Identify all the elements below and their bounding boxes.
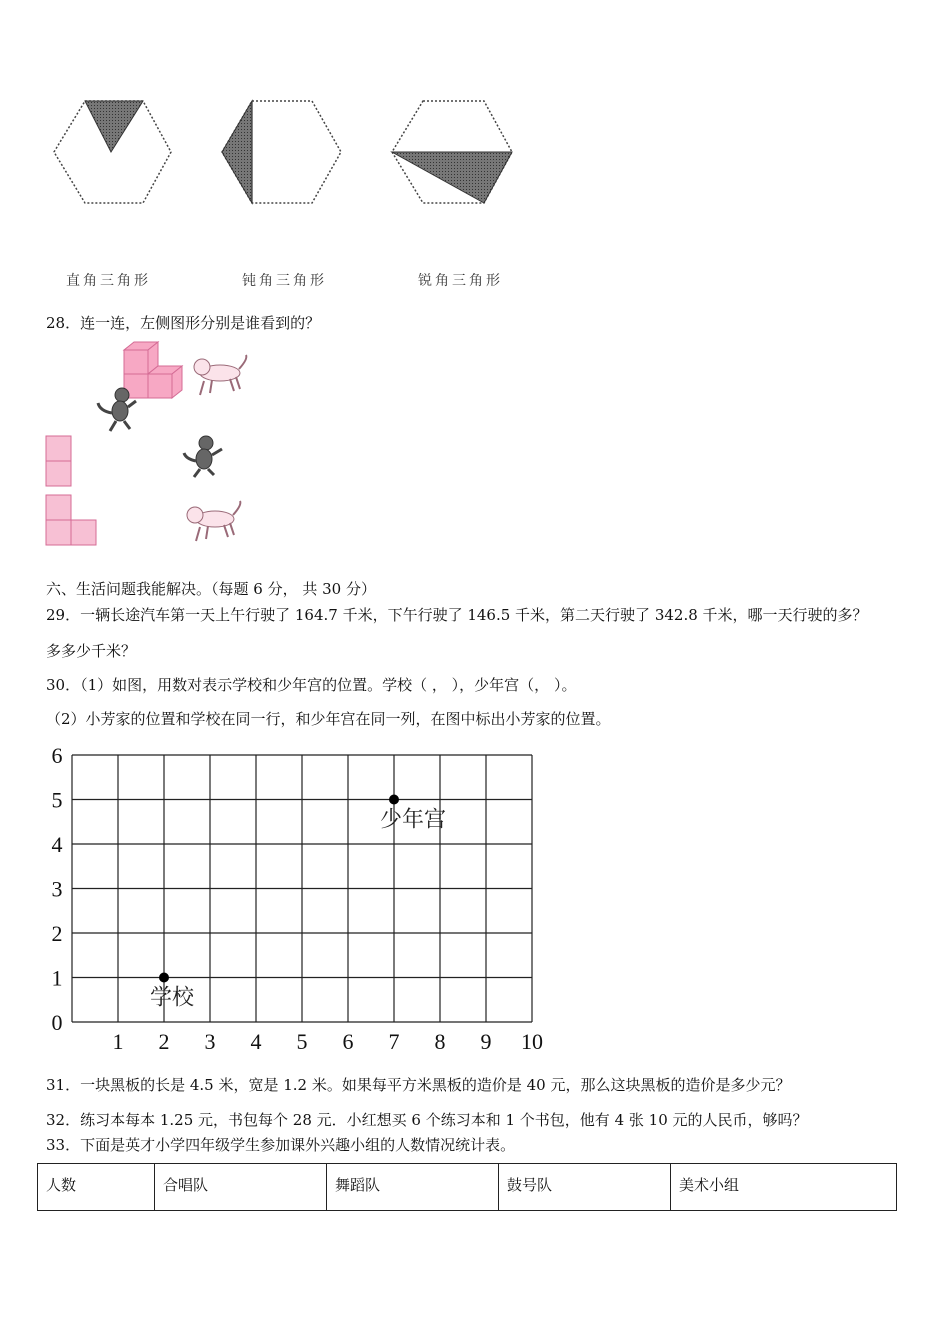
question-30-line-2: （2）小芳家的位置和学校在同一行，和少年宫在同一列，在图中标出小芳家的位置。 (46, 710, 611, 728)
dog-icon (194, 355, 246, 395)
y-tick-label: 2 (51, 921, 63, 946)
x-tick-label: 4 (250, 1029, 262, 1054)
table-cell: 美术小组 (671, 1164, 897, 1211)
question-30-line-1: 30．（1）如图，用数对表示学校和少年宫的位置。学校（ ， ），少年宫（， ）。 (46, 676, 577, 694)
x-tick-label: 2 (158, 1029, 170, 1054)
hexagon-figures (40, 90, 540, 215)
grid-point-label: 少年宫 (380, 807, 447, 833)
x-tick-label: 9 (480, 1029, 492, 1054)
x-tick-label: 10 (521, 1029, 543, 1054)
x-tick-label: 7 (388, 1029, 400, 1054)
y-tick-label: 3 (51, 876, 63, 902)
q28-figures (40, 335, 260, 550)
x-tick-label: 8 (434, 1029, 446, 1054)
question-29-line-2: 多多少千米？ (46, 642, 137, 660)
section-6-heading: 六、生活问题我能解决。（每题 6 分， 共 30 分） (46, 580, 376, 598)
table-cell: 合唱队 (155, 1164, 327, 1211)
x-tick-label: 3 (204, 1029, 216, 1054)
y-tick-label: 1 (51, 965, 63, 991)
question-29-line-1: 29．一辆长途汽车第一天上午行驶了 164.7 千米，下午行驶了 146.5 千米，第二天行驶了 342.8 千米，哪一天行驶的多？ (46, 606, 868, 624)
stats-table (37, 1163, 897, 1211)
view-option-1 (46, 436, 71, 486)
table-cell: 人数 (38, 1164, 155, 1211)
hexagon-obtuse-triangle (222, 101, 341, 203)
hexagon-caption-2: 钝角三角形 (242, 273, 327, 289)
question-33: 33．下面是英才小学四年级学生参加课外兴趣小组的人数情况统计表。 (46, 1136, 516, 1154)
question-28: 28．连一连，左侧图形分别是谁看到的？ (46, 314, 321, 332)
dog-icon (187, 501, 240, 541)
x-tick-label: 6 (342, 1029, 354, 1054)
table-row (38, 1164, 897, 1211)
cube-stack (124, 342, 182, 398)
table-cell: 鼓号队 (499, 1164, 671, 1211)
hexagon-right-triangle (54, 101, 171, 203)
monkey-icon (184, 436, 222, 477)
x-tick-label: 5 (296, 1029, 308, 1054)
coordinate-grid (40, 735, 560, 1060)
hexagon-caption-3: 锐角三角形 (418, 273, 503, 289)
y-tick-label: 0 (51, 1010, 63, 1035)
y-tick-label: 4 (51, 832, 63, 857)
question-31: 31．一块黑板的长是 4.5 米，宽是 1.2 米。如果每平方米黑板的造价是 40 元，那么这块黑板的造价是多少元？ (46, 1076, 791, 1094)
grid-point (389, 795, 399, 805)
question-32: 32．练习本每本 1.25 元，书包每个 28 元．小红想买 6 个练习本和 1 个书包，他有 4 张 10 元的人民币，够吗？ (46, 1111, 808, 1129)
y-tick-label: 6 (51, 743, 63, 768)
hexagon-acute-triangle (392, 101, 512, 203)
y-tick-label: 5 (51, 787, 63, 813)
table-cell: 舞蹈队 (327, 1164, 499, 1211)
grid-point-label: 学校 (150, 985, 195, 1011)
view-option-2 (46, 495, 96, 545)
grid-point (159, 973, 169, 983)
hexagon-caption-1: 直角三角形 (66, 273, 151, 289)
x-tick-label: 1 (112, 1029, 124, 1054)
